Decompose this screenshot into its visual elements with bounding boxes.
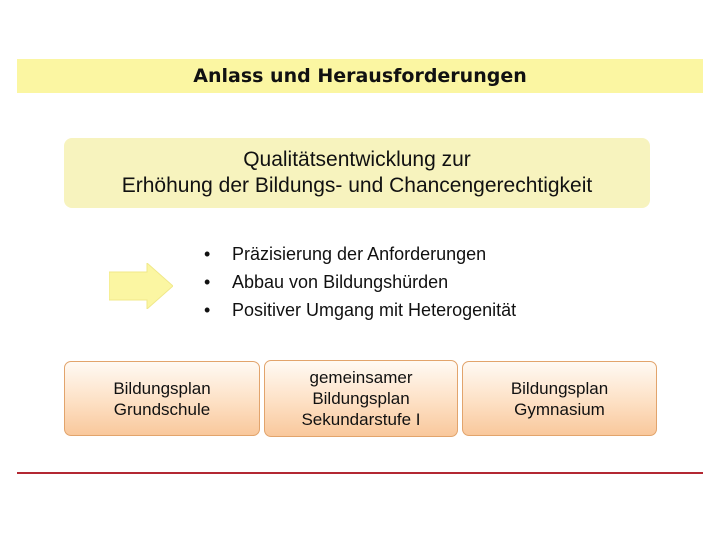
bullet-symbol: • — [204, 244, 211, 264]
plan-line: Bildungsplan — [312, 389, 410, 408]
bullet-text: Positiver Umgang mit Heterogenität — [232, 300, 517, 320]
plan-box-grundschule — [64, 361, 260, 436]
title-bar — [17, 59, 703, 93]
goal-line-2: Erhöhung der Bildungs- und Chancengerechtigkeit — [121, 174, 593, 197]
bullet-text: Abbau von Bildungshürden — [232, 272, 449, 292]
plan-line: gemeinsamer — [309, 368, 413, 387]
bullet-list — [198, 240, 516, 324]
bullet-item — [198, 296, 516, 324]
goal-box — [64, 138, 650, 208]
bullet-text: Präzisierung der Anforderungen — [232, 244, 487, 264]
plan-box-gymnasium — [462, 361, 657, 436]
plan-box-sekundarstufe — [264, 360, 458, 437]
plan-line: Bildungsplan — [113, 378, 211, 398]
right-arrow-icon — [109, 263, 173, 309]
plan-line: Sekundarstufe I — [301, 410, 421, 429]
slide-title: Anlass und Herausforderungen — [193, 65, 527, 87]
plan-line: Grundschule — [113, 399, 211, 419]
footer-divider — [17, 472, 703, 474]
goal-line-1: Qualitätsentwicklung zur — [243, 148, 471, 171]
bullet-symbol: • — [204, 300, 211, 320]
plan-line: Bildungsplan — [510, 378, 609, 398]
bullet-item — [198, 240, 516, 268]
bullet-symbol: • — [204, 272, 211, 292]
plan-line: Gymnasium — [514, 399, 605, 419]
bullet-item — [198, 268, 516, 296]
